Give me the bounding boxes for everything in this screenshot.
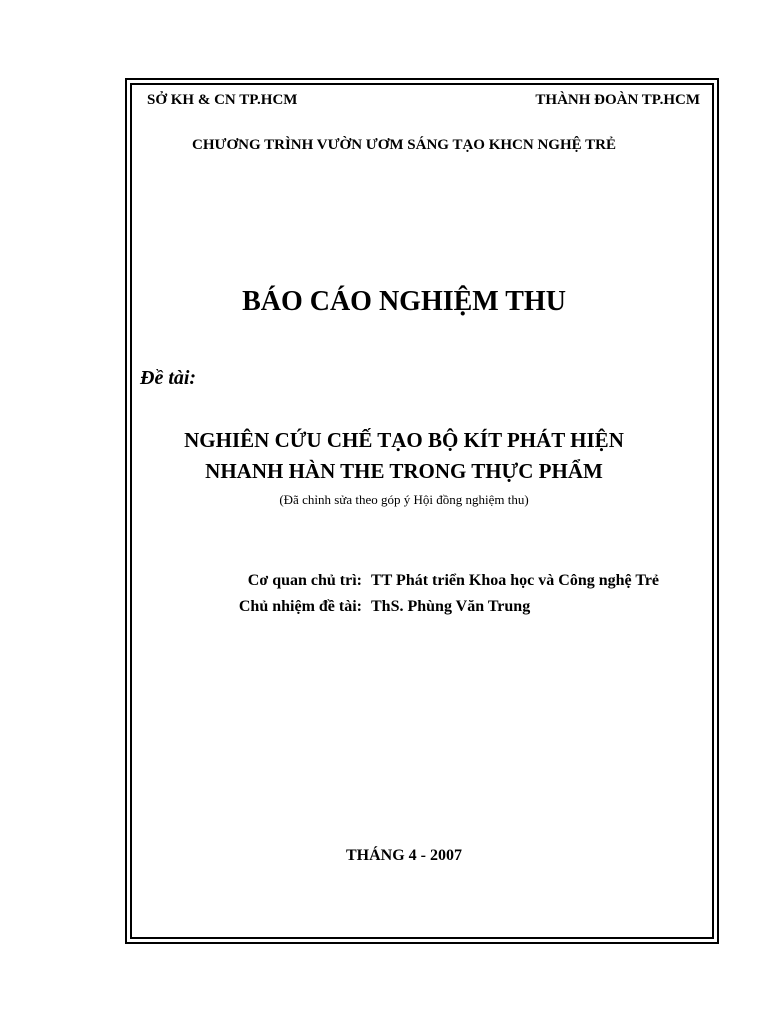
page-border-inner [130, 83, 714, 939]
topic-title-line-2: NHANH HÀN THE TRONG THỰC PHẨM [205, 459, 603, 483]
project-lead-label: Chủ nhiệm đề tài: [238, 598, 362, 615]
revision-note: (Đã chỉnh sửa theo góp ý Hội đồng nghiệm thu) [279, 492, 529, 507]
project-lead-value: ThS. Phùng Văn Trung [371, 598, 531, 615]
report-date: THÁNG 4 - 2007 [346, 847, 462, 864]
host-agency-value: TT Phát triển Khoa học và Công nghệ Trẻ [371, 572, 660, 589]
header-left-organization: SỞ KH & CN TP.HCM [147, 92, 298, 108]
topic-label: Đề tài: [140, 367, 197, 389]
header-right-organization: THÀNH ĐOÀN TP.HCM [535, 92, 700, 108]
program-name: CHƯƠNG TRÌNH VƯỜN ƯƠM SÁNG TẠO KHCN NGHỆ TRẺ [192, 137, 616, 153]
topic-title-line-1: NGHIÊN CỨU CHẾ TẠO BỘ KÍT PHÁT HIỆN [184, 428, 624, 452]
host-agency-label: Cơ quan chủ trì: [247, 572, 362, 589]
page-border-outer [125, 78, 719, 944]
report-title: BÁO CÁO NGHIỆM THU [242, 286, 566, 317]
